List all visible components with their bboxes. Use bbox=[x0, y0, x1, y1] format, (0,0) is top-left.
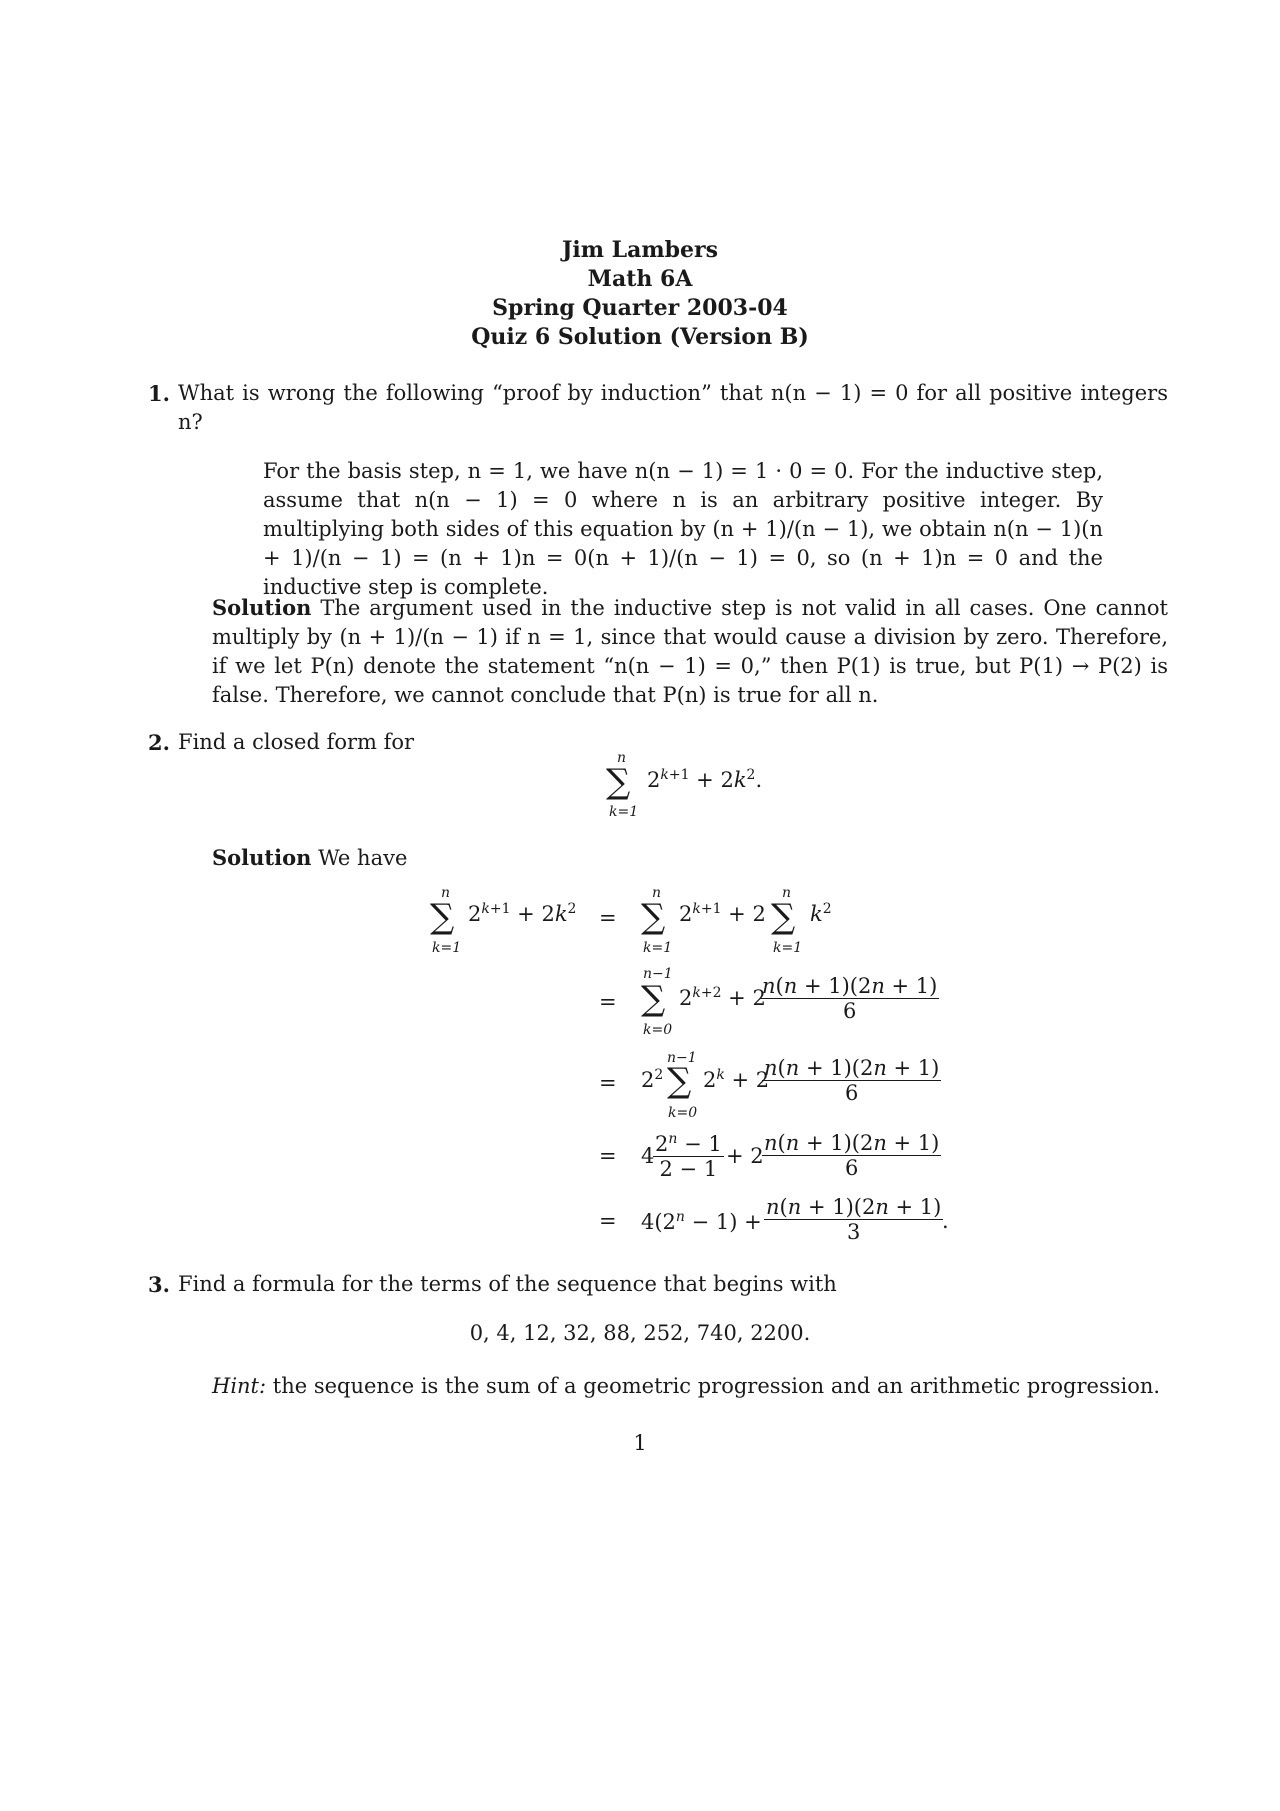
problem-1-question-text: What is wrong the following “proof by induction” that n(n − 1) = 0 for all positive integers n? bbox=[178, 381, 1168, 434]
problem-1-number: 1. bbox=[148, 381, 170, 406]
problem-2-solution-intro-text: We have bbox=[318, 846, 408, 870]
problem-2-number: 2. bbox=[148, 730, 170, 755]
solution-label: Solution bbox=[212, 595, 312, 620]
problem-2-question-text: Find a closed form for bbox=[178, 730, 415, 754]
document-header bbox=[0, 236, 1280, 352]
problem-3-number: 3. bbox=[148, 1272, 170, 1297]
problem-1-solution-text: The argument used in the inductive step is not valid in all cases. One cannot multiply by (n + 1)/(n − 1) if n = 1, since that would cause a division by zero. Therefore, if we let P(n) denote the statement “n(n − 1) = 0,” then P(1) is true, but P(1) → P(2) is false. Therefore, we cannot conclude that P(n) is true for all n. bbox=[212, 596, 1168, 707]
problem-1-question bbox=[148, 379, 1168, 437]
course-name: Math 6A bbox=[587, 266, 693, 292]
problem-2-question bbox=[148, 728, 1168, 757]
document-page: Jim Lambers Math 6A Spring Quarter 2003-04 Quiz 6 Solution (Version B) 1. What is wrong the following “proof by induction” that n(n − 1) = 0 for all positive integers n? For the basis step, n = 1, we have n(n − 1) = 1 · 0 = 0. For the inductive step, assume that n(n − 1) = 0 where n is an arbitrary positive integer. By multiplying both sides of this equation by (n + 1)/(n − 1), we obtain n(n − 1)(n + 1)/(n − 1) = (n + 1)n = 0(n + 1)/(n − 1) = 0, so (n + 1)n = 0 and the inductive step is complete. Solution The argument used in the inductive step is not valid in all cases. One cannot multiply by (n + 1)/(n − 1) if n = 1, since that would cause a division by zero. Therefore, if we let P(n) denote the statement “n(n − 1) = 0,” then P(1) is true, but P(1) → P(2) is false. Therefore, we cannot conclude that P(n) is true for all n. 2. Find a closed form for n ∑ k=1 $2^{k+1} + 2k^2$. Solution We have n ∑ k=1 $2^{k+1} + 2k^2$ = n ∑ k=1 $2^{k+1} + 2$ n ∑ k=1 $k^2$ = n−1 ∑ k=0 $2^{k+2} + 2$ $\frac{n(n + 1)(2n + 1)}{6}$ = $2^2$ n−1 ∑ k=0 $2^k + 2$ $\frac{n(n + 1)(2n + 1)}{6}$ = 4 $\frac{2^n - 1}{2 - 1}$ + 2 $\frac{n(n + 1)(2n + 1)}{6}$ = $4(2^n - 1)$ + $\frac{n(n + 1)(2n + 1)}{3}$ . 3. Find a formula for the terms of the sequence that begins with 0, 4, 12, 32, 88, 252, 740, 2200. Hint: the sequence is the sum of a geometric progression and an arithmetic progression. 1 bbox=[0, 0, 1280, 1811]
problem-3-question-text: Find a formula for the terms of the sequence that begins with bbox=[178, 1272, 837, 1296]
document-title: Quiz 6 Solution (Version B) bbox=[471, 324, 809, 350]
author-name: Jim Lambers bbox=[561, 237, 719, 263]
problem-3-sequence: 0, 4, 12, 32, 88, 252, 740, 2200. bbox=[469, 1321, 811, 1345]
problem-3-hint bbox=[212, 1372, 1168, 1401]
problem-1-solution bbox=[212, 593, 1168, 710]
problem-3-question bbox=[148, 1270, 1168, 1299]
hint-text: the sequence is the sum of a geometric progression and an arithmetic progression. bbox=[272, 1374, 1161, 1398]
solution-label: Solution bbox=[212, 845, 312, 870]
hint-label: Hint: bbox=[212, 1374, 267, 1398]
term: Spring Quarter 2003-04 bbox=[492, 295, 788, 321]
problem-1-proof: For the basis step, n = 1, we have n(n − 1) = 1 · 0 = 0. For the inductive step, assume that n(n − 1) = 0 where n is an arbitrary positive integer. By multiplying both sides of this equation by (n + 1)/(n − 1), we obtain n(n − 1)(n + 1)/(n − 1) = (n + 1)n = 0(n + 1)/(n − 1) = 0, so (n + 1)n = 0 and the inductive step is complete. bbox=[263, 459, 1103, 599]
problem-2-solution-intro bbox=[212, 843, 1168, 873]
page-number: 1 bbox=[633, 1431, 647, 1455]
